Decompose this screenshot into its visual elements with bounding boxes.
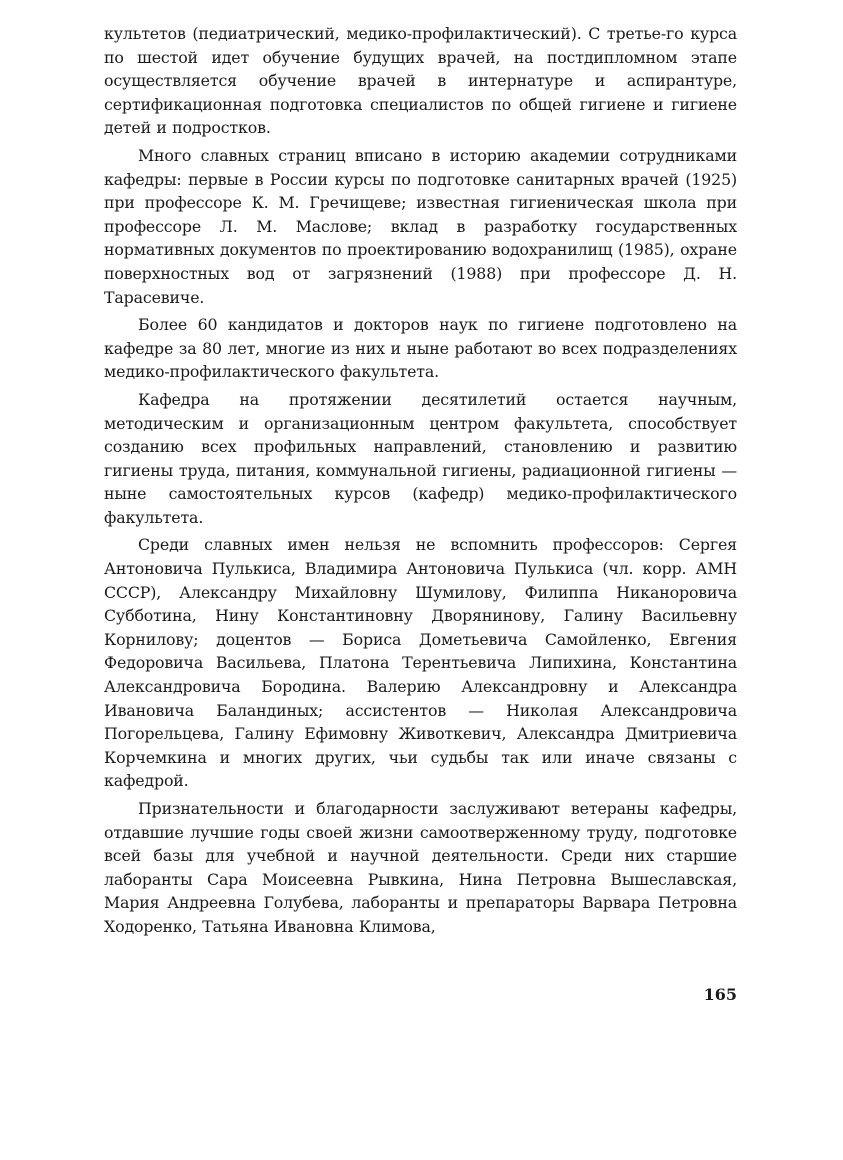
paragraph-history: Много славных страниц вписано в историю академии сотрудниками кафедры: первые в России курсы по подготовке санитарных врачей (1925) при профессоре К. М. Гречищеве; известная гигиеническая школа при профессоре Л. М. Маслове; вклад в разработку государственных нормативных документов по проектированию водохранилищ (1985), охране поверхностных вод от загрязнений (1988) при профессоре Д. Н. Тарасевиче. — [104, 145, 737, 307]
paragraph-professors: Среди славных имен нельзя не вспомнить профессоров: Сергея Антоновича Пулькиса, Владимира Антоновича Пулькиса (чл. корр. АМН СССР), Александру Михайловну Шумилову, Филиппа Никаноровича Субботина, Нину Константиновну Дворянинову, Галину Васильевну Корнилову; доцентов — Бориса Дометьевича Самойленко, Евгения Федоровича Васильева, Платона Терентьевича Липихина, Константина Александровича Бородина. Валерию Александровну и Александра Ивановича Баландиных; ассистентов — Николая Александровича Погорельцева, Галину Ефимовну Животкевич, Александра Дмитриевича Корчемкина и многих других, чьи судьбы так или иначе связаны с кафедрой. — [104, 535, 737, 791]
paragraph-veterans: Признательности и благодарности заслуживают ветераны кафедры, отдавшие лучшие годы своей жизни самоотверженному труду, подготовке всей базы для учебной и научной деятельности. Среди них старшие лаборанты Сара Моисеевна Рывкина, Нина Петровна Вышеславская, Мария Андреевна Голубева, лаборанты и препараторы Варвара Петровна Ходоренко, Татьяна Ивановна Климова, — [104, 799, 737, 936]
page-body — [104, 22, 737, 939]
paragraph-department-center: Кафедра на протяжении десятилетий остается научным, методическим и организационным центром факультета, способствует созданию всех профильных направлений, становлению и развитию гигиены труда, питания, коммунальной гигиены, радиационной гигиены — ныне самостоятельных курсов (кафедр) медико-профилактического факультета. — [104, 389, 737, 527]
paragraph-continuation: культетов (педиатрический, медико-профилактический). С третье-го курса по шестой идет обучение будущих врачей, на постдипломном этапе осуществляется обучение врачей в интернатуре и аспирантуре, сертификационная подготовка специалистов по общей гигиене и гигиене детей и подростков. — [104, 24, 737, 138]
page-number: 165 — [703, 985, 737, 1004]
paragraph-candidates: Более 60 кандидатов и докторов наук по гигиене подготовлено на кафедре за 80 лет, многие из них и ныне работают во всех подразделениях медико-профилактического факультета. — [104, 315, 737, 382]
